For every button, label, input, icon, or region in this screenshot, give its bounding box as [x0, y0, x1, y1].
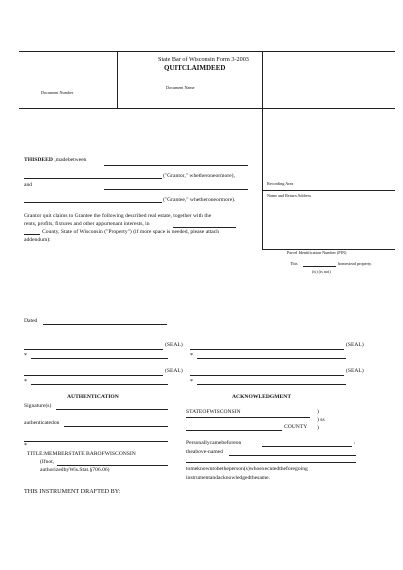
body-line-1: Grantor quit claims to Grantee the following described real estate, together with the [24, 213, 212, 219]
drafted-by-label: THIS INSTRUMENT DRAFTED BY: [24, 488, 121, 495]
signature-line-4[interactable] [190, 375, 344, 376]
ack-comma: , [354, 439, 356, 445]
pin-label: Parcel Identification Number (PIN) [287, 250, 347, 255]
document-name-label: Document Name [166, 85, 195, 90]
signature-line-2[interactable] [190, 349, 344, 350]
homestead-field[interactable] [303, 266, 336, 267]
state-label: STATEOFWISCONSIN [186, 409, 241, 415]
above-named-field[interactable] [229, 455, 356, 456]
grantee-name-line-1[interactable] [104, 189, 248, 190]
county-name-field[interactable] [186, 430, 282, 431]
homestead-label: homestead property. [338, 261, 372, 266]
signatures-field[interactable] [56, 409, 168, 410]
acknowledgment-heading: ACKNOWLEDGMENT [232, 394, 292, 400]
seal-label-3: (SEAL) [165, 368, 183, 374]
above-named-label: theabove-named [186, 449, 223, 455]
ss-bracket-2: ) [317, 425, 319, 431]
dated-field[interactable] [43, 324, 167, 325]
authentication-heading: AUTHENTICATION [67, 394, 119, 400]
ack-text-2: instrumentandacknowledgedthesame. [186, 475, 271, 481]
print-name-line-1[interactable] [31, 358, 168, 359]
ss-label: ) ss [317, 417, 325, 423]
body-line-3: County, State of Wisconsin ("Property") (if more space is needed, please attach [42, 229, 220, 235]
name-return-address-label: Name and Return Address [267, 193, 312, 198]
seal-label-4: (SEAL) [346, 368, 364, 374]
body-line-2: rents, profits, fixtures and other appurtenant interests, in [24, 221, 150, 227]
signatures-label: Signature(s) [24, 403, 52, 409]
ss-bracket-1: ) [317, 409, 319, 415]
grantor-name-line-1[interactable] [104, 165, 248, 166]
asterisk-3: * [24, 378, 28, 385]
asterisk-5: * [24, 442, 28, 449]
seal-label-2: (SEAL) [346, 342, 364, 348]
above-named-field-2[interactable] [186, 462, 356, 463]
body-line-4: addendum): [24, 237, 51, 243]
if-not-field[interactable] [57, 465, 168, 466]
state-underline [186, 417, 310, 418]
grantee-label: ("Grantee," whetheroneormore). [163, 197, 236, 203]
personally-came-label: Personallycamebeforeon [186, 440, 242, 446]
homestead-options: (is) (is not) [312, 269, 331, 274]
personally-came-field[interactable] [262, 446, 352, 447]
authorized-label: authorizedbyWis.Stat.§706.06) [40, 467, 110, 473]
authenticated-on-label: authenticatedon [24, 420, 60, 426]
county-label: COUNTY [284, 424, 308, 430]
auth-signature-line[interactable] [24, 441, 168, 442]
if-not-label: (Ifnot, [40, 459, 55, 465]
authenticated-on-field[interactable] [64, 426, 168, 427]
dated-label: Dated [24, 318, 38, 324]
document-title: QUITCLAIMDEED [164, 64, 226, 72]
and-label: and [24, 182, 33, 188]
this-deed-label: THISDEED ,madebetween [24, 157, 87, 163]
asterisk-2: * [190, 352, 194, 359]
grantee-name-line-2[interactable] [24, 202, 162, 203]
seal-label-1: (SEAL) [165, 342, 183, 348]
print-name-line-2[interactable] [197, 358, 346, 359]
asterisk-4: * [190, 378, 194, 385]
interest-field[interactable] [173, 227, 236, 228]
title-member-label: TITLE:MEMBERSTATE BAROFWISCONSIN [27, 451, 136, 457]
grantor-label: ("Grantor," whetheroneormore), [163, 173, 235, 179]
signature-line-1[interactable] [24, 349, 163, 350]
asterisk-1: * [24, 352, 28, 359]
homestead-this: This [290, 261, 298, 266]
recording-area-label: Recording Area [267, 181, 294, 186]
form-title: State Bar of Wisconsin Form 3-2003 [158, 56, 249, 63]
document-number-label: Document Number [41, 90, 74, 95]
county-field[interactable] [24, 234, 40, 235]
ack-text-1: tomeknowntobetheperson(s)whoexecutedtheforegoing [186, 466, 308, 472]
print-name-line-3[interactable] [31, 384, 168, 385]
signature-line-3[interactable] [24, 375, 163, 376]
print-name-line-4[interactable] [197, 384, 346, 385]
grantor-name-line-2[interactable] [24, 178, 162, 179]
